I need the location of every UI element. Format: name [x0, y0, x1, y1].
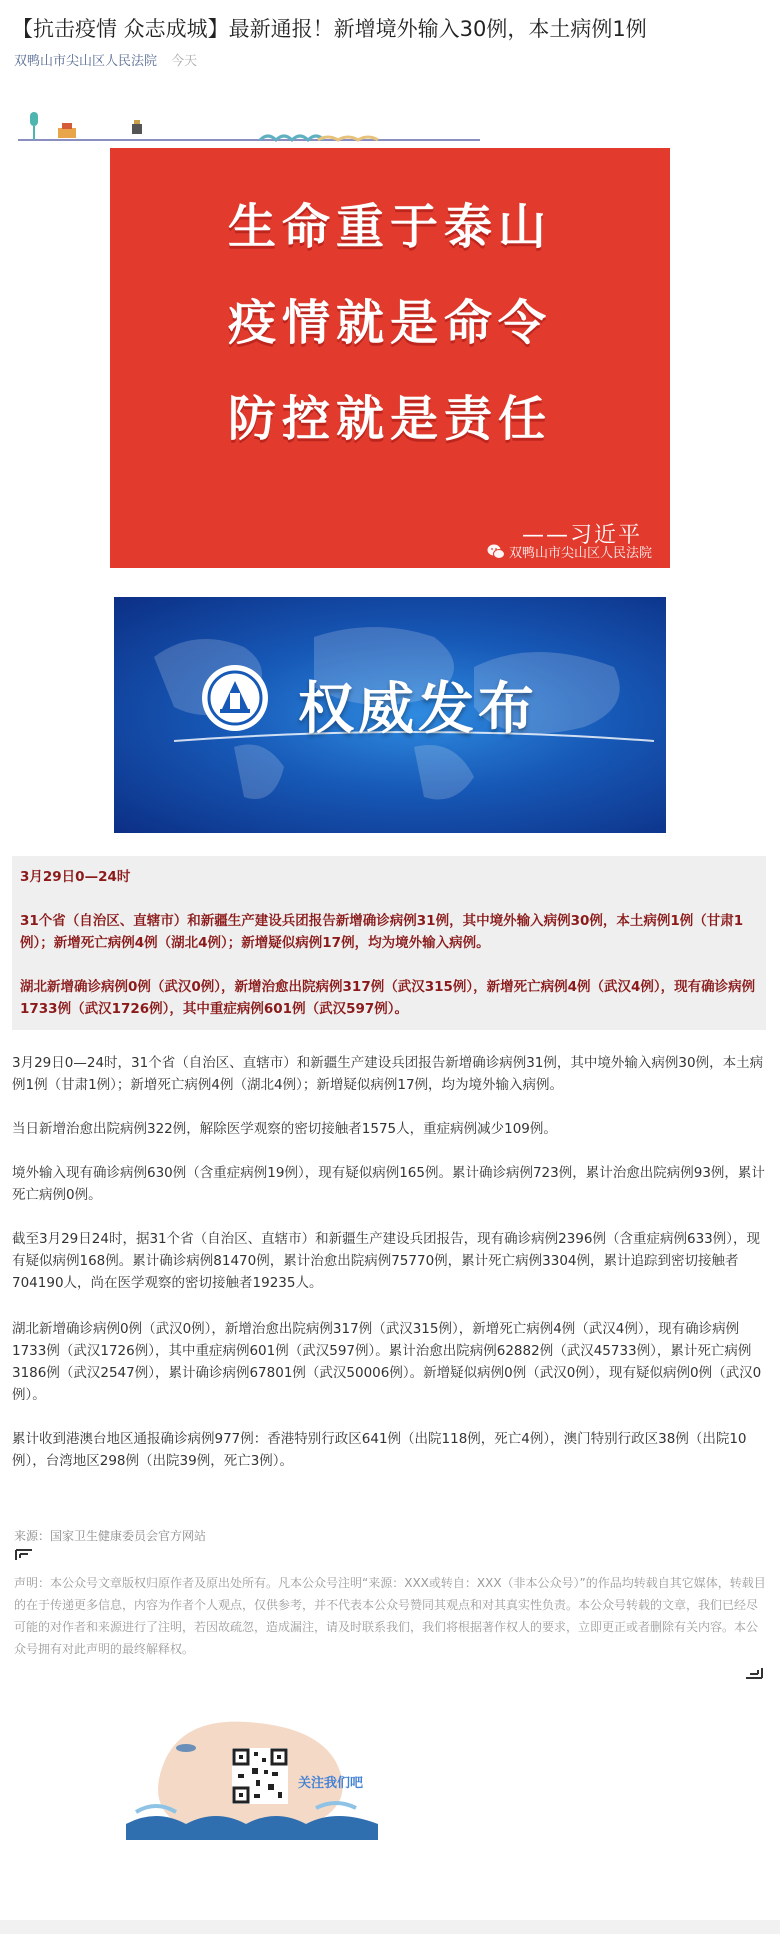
- publish-date: 今天: [171, 54, 198, 69]
- highlight-time: 3月29日0—24时: [20, 869, 131, 885]
- slogan-line-1: 生命重于泰山: [227, 199, 552, 255]
- wechat-icon: [487, 544, 505, 560]
- watermark-text: 双鸭山市尖山区人民法院: [508, 546, 652, 561]
- body-paragraph-1: 3月29日0—24时，31个省（自治区、直辖市）和新疆生产建设兵团报告新增确诊病例31例，其中境外输入病例30例，本土病例1例（甘肃1例）；新增死亡病例4例（湖北4例）；新增疑似病例17例，均为境外输入病例。: [12, 1055, 764, 1093]
- body-paragraph-2: 当日新增治愈出院病例322例，解除医学观察的密切接触者1575人，重症病例减少109例。: [12, 1121, 557, 1137]
- slogan-poster: [110, 148, 670, 568]
- close-quote-icon: [744, 1666, 764, 1680]
- decorative-strip-illustration: [18, 106, 480, 144]
- slogan-line-2: 疫情就是命令: [227, 295, 552, 351]
- body-paragraph-3: 境外输入现有确诊病例630例（含重症病例19例），现有疑似病例165例。累计确诊病例723例，累计治愈出院病例93例，累计死亡病例0例。: [12, 1165, 765, 1203]
- slogan-line-3: 防控就是责任: [227, 391, 552, 447]
- body-paragraph-5: 湖北新增确诊病例0例（武汉0例），新增治愈出院病例317例（武汉315例），新增死亡病例4例（武汉4例），现有确诊病例1733例（武汉1726例），其中重症病例601例（武汉597例）。累计治愈出院病例62882例（武汉45733例），累计死亡病例3186例（武汉2547例），累计确诊病例67801例（武汉50006例）。新增疑似病例0例（武汉0例），现有疑似病例0例（武汉0例）。: [12, 1321, 762, 1403]
- open-quote-icon: [14, 1548, 34, 1562]
- slogan-signature: ——习近平: [521, 523, 642, 548]
- highlight-summary-box: [12, 856, 766, 1030]
- authoritative-release-banner: [114, 597, 666, 833]
- account-link[interactable]: 双鸭山市尖山区人民法院: [14, 54, 158, 69]
- body-paragraph-4: 截至3月29日24时，据31个省（自治区、直辖市）和新疆生产建设兵团报告，现有确诊病例2396例（含重症病例633例），现有疑似病例168例。累计确诊病例81470例，累计治愈出院病例75770例，累计死亡病例3304例，累计追踪到密切接触者704190人，尚在医学观察的密切接触者19235人。: [12, 1231, 760, 1291]
- disclaimer-text: 声明：本公众号文章版权归原作者及原出处所有。凡本公众号注明“来源：XXX或转自：XXX（非本公众号）”的作品均转载自其它媒体，转载目的在于传递更多信息，内容为作者个人观点，仅供参考，并不代表本公众号赞同其观点和对其真实性负责。本公众号转载的文章，我们已经尽可能的对作者和来源进行了注明，若因故疏忽，造成漏注，请及时联系我们，我们将根据著作权人的要求，立即更正或者删除有关内容。本公众号拥有对此声明的最终解释权。: [14, 1576, 766, 1656]
- article-meta: [14, 52, 197, 72]
- qr-code-image[interactable]: [232, 1748, 288, 1804]
- highlight-hubei: 湖北新增确诊病例0例（武汉0例），新增治愈出院病例317例（武汉315例），新增死亡病例4例（武汉4例），现有确诊病例1733例（武汉1726例），其中重症病例601例（武汉597例）。: [20, 979, 756, 1017]
- poster-watermark: [487, 542, 652, 561]
- body-paragraph-6: 累计收到港澳台地区通报确诊病例977例：香港特别行政区641例（出院118例，死亡4例），澳门特别行政区38例（出院10例），台湾地区298例（出院39例，死亡3例）。: [12, 1431, 747, 1469]
- article-title: 【抗击疫情 众志成城】最新通报！新增境外输入30例，本土病例1例: [12, 17, 647, 41]
- page-bottom-bar: [0, 1920, 780, 1934]
- follow-us-text: 关注我们吧: [298, 1776, 364, 1791]
- xinhua-emblem-icon: [200, 663, 270, 733]
- highlight-national: 31个省（自治区、直辖市）和新疆生产建设兵团报告新增确诊病例31例，其中境外输入病例30例，本土病例1例（甘肃1例）；新增死亡病例4例（湖北4例）；新增疑似病例17例，均为境外输入病例。: [20, 913, 744, 951]
- banner-title: 权威发布: [298, 677, 538, 742]
- source-line: 来源：国家卫生健康委员会官方网站: [14, 1529, 207, 1543]
